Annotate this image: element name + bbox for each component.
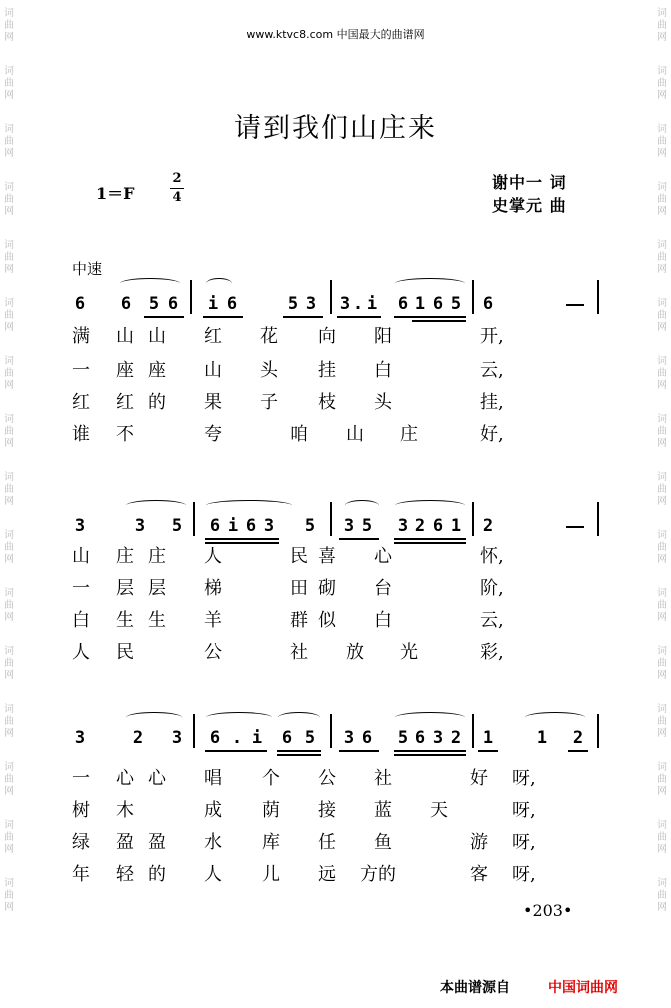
note: 5 xyxy=(304,516,316,536)
lyric-char: 荫 xyxy=(262,800,280,821)
note: i xyxy=(227,516,239,536)
lyric-char: 山 xyxy=(116,326,134,347)
note: 6 xyxy=(209,728,221,748)
watermark-char: 曲 xyxy=(657,252,667,263)
watermark-char: 词 xyxy=(657,182,667,193)
lyric-line-2-1 xyxy=(0,542,671,566)
time-signature xyxy=(170,172,184,205)
lyric-line-3-2 xyxy=(0,796,671,820)
note: 5 xyxy=(361,516,373,536)
lyric-char: 庄 xyxy=(116,546,134,567)
lyric-char: 心 xyxy=(148,768,166,789)
lyric-char: 喜 xyxy=(318,546,336,567)
note: 6 xyxy=(397,294,409,314)
watermark-char: 网 xyxy=(657,90,667,101)
watermark-char: 网 xyxy=(657,148,667,159)
note: 3 xyxy=(74,728,86,748)
watermark-char: 曲 xyxy=(657,890,667,901)
watermark-char: 曲 xyxy=(4,368,14,379)
lyric-char: 盈 xyxy=(148,832,166,853)
lyric-char: 红 xyxy=(204,326,222,347)
watermark-char: 曲 xyxy=(4,774,14,785)
lyric-line-1-1 xyxy=(0,322,671,346)
lyric-char: 怀, xyxy=(480,546,504,567)
note: 6 xyxy=(361,728,373,748)
lyric-char: 库 xyxy=(262,832,280,853)
lyric-char: 梯 xyxy=(204,578,222,599)
note: 5 xyxy=(148,294,160,314)
note: 5 xyxy=(171,516,183,536)
lyric-char: 公 xyxy=(204,642,222,663)
note: 3 xyxy=(343,516,355,536)
watermark-char: 曲 xyxy=(657,310,667,321)
watermark-char: 网 xyxy=(4,844,14,855)
watermark-char: 网 xyxy=(4,554,14,565)
lyric-char: 年 xyxy=(72,864,90,885)
note: 5 xyxy=(397,728,409,748)
watermark-char: 曲 xyxy=(657,136,667,147)
watermark-char: 网 xyxy=(657,902,667,913)
watermark-char: 曲 xyxy=(4,600,14,611)
lyric-char: 社 xyxy=(290,642,308,663)
watermark-char: 词 xyxy=(4,240,14,251)
watermark-char: 词 xyxy=(657,704,667,715)
watermark-char: 网 xyxy=(657,728,667,739)
lyric-char: 开, xyxy=(480,326,504,347)
note: 3 xyxy=(134,516,146,536)
lyric-char: 成 xyxy=(204,800,222,821)
note: 1 xyxy=(414,294,426,314)
watermark-char: 网 xyxy=(657,206,667,217)
lyric-char: 游 xyxy=(470,832,488,853)
watermark-char: 曲 xyxy=(657,542,667,553)
note: i xyxy=(366,294,378,314)
note: 1 xyxy=(482,728,494,748)
note: 1 xyxy=(450,516,462,536)
watermark-char: 曲 xyxy=(4,542,14,553)
note: 3 xyxy=(74,516,86,536)
source-site-link[interactable]: 中国词曲网 xyxy=(548,980,618,996)
note: 6 xyxy=(281,728,293,748)
watermark-char: 词 xyxy=(657,8,667,19)
lyric-char: 好 xyxy=(470,768,488,789)
watermark-char: 网 xyxy=(4,902,14,913)
watermark-char: 曲 xyxy=(657,426,667,437)
lyric-char: 社 xyxy=(374,768,392,789)
note: 3 xyxy=(305,294,317,314)
lyric-char: 不 xyxy=(116,424,134,445)
lyric-char: 的 xyxy=(148,392,166,413)
lyric-char: 白 xyxy=(374,610,392,631)
watermark-char: 网 xyxy=(4,32,14,43)
lyric-char: 谁 xyxy=(72,424,90,445)
lyric-char: 生 xyxy=(148,610,166,631)
watermark-char: 词 xyxy=(657,762,667,773)
lyric-char: 夸 xyxy=(204,424,222,445)
watermark-char: 词 xyxy=(4,530,14,541)
lyric-char: 红 xyxy=(72,392,90,413)
watermark-char: 曲 xyxy=(4,890,14,901)
lyric-char: 客 xyxy=(470,864,488,885)
lyric-char: 头 xyxy=(374,392,392,413)
lyric-char: 一 xyxy=(72,768,90,789)
lyric-line-2-4 xyxy=(0,638,671,662)
time-sig-top: 2 xyxy=(172,171,182,186)
watermark-char: 词 xyxy=(657,414,667,425)
lyric-char: 云, xyxy=(480,360,504,381)
watermark-char: 网 xyxy=(657,670,667,681)
lyricist-credit: 谢中一 词 xyxy=(492,173,567,192)
note: 5 xyxy=(304,728,316,748)
watermark-char: 网 xyxy=(4,264,14,275)
lyric-char: 呀, xyxy=(512,832,536,853)
watermark-char: 词 xyxy=(657,240,667,251)
lyric-char: 心 xyxy=(116,768,134,789)
watermark-char: 网 xyxy=(657,264,667,275)
note: 5 xyxy=(287,294,299,314)
lyric-char: 唱 xyxy=(204,768,222,789)
note: 6 xyxy=(432,294,444,314)
lyric-char: 一 xyxy=(72,360,90,381)
notation-line-3 xyxy=(60,706,620,756)
watermark-char: 词 xyxy=(657,472,667,483)
song-title: 请到我们山庄来 xyxy=(234,113,437,144)
composer-credit: 史掌元 曲 xyxy=(492,196,567,215)
lyric-char: 水 xyxy=(204,832,222,853)
watermark-char: 词 xyxy=(4,646,14,657)
lyric-char: 子 xyxy=(260,392,278,413)
note: 3 xyxy=(339,294,351,314)
lyric-char: 白 xyxy=(72,610,90,631)
lyric-char: 好, xyxy=(480,424,504,445)
lyric-char: 公 xyxy=(318,768,336,789)
note: 2 xyxy=(132,728,144,748)
note: 6 xyxy=(432,516,444,536)
site-line: www.ktvc8.com 中国最大的曲谱网 xyxy=(246,28,425,41)
watermark-char: 网 xyxy=(657,844,667,855)
lyric-char: 枝 xyxy=(318,392,336,413)
watermark-char: 词 xyxy=(657,820,667,831)
watermark-char: 网 xyxy=(4,670,14,681)
watermark-char: 网 xyxy=(4,438,14,449)
lyric-char: 挂 xyxy=(318,360,336,381)
watermark-char: 曲 xyxy=(4,716,14,727)
note: 2 xyxy=(572,728,584,748)
lyric-char: 咱 xyxy=(290,424,308,445)
lyric-char: 一 xyxy=(72,578,90,599)
watermark-char: 词 xyxy=(4,124,14,135)
lyric-char: 盈 xyxy=(116,832,134,853)
watermark-char: 曲 xyxy=(657,600,667,611)
lyric-char: 座 xyxy=(148,360,166,381)
note: 6 xyxy=(226,294,238,314)
watermark-char: 网 xyxy=(657,496,667,507)
lyric-char: 民 xyxy=(116,642,134,663)
lyric-char: 挂, xyxy=(480,392,504,413)
watermark-char: 曲 xyxy=(657,78,667,89)
lyric-char: 心 xyxy=(374,546,392,567)
lyric-char: 民 xyxy=(290,546,308,567)
lyric-line-2-2 xyxy=(0,574,671,598)
watermark-char: 词 xyxy=(4,182,14,193)
note: 3 xyxy=(432,728,444,748)
note: 3 xyxy=(397,516,409,536)
tempo-marking: 中速 xyxy=(72,260,103,278)
lyric-char: 木 xyxy=(116,800,134,821)
lyric-char: 呀, xyxy=(512,800,536,821)
watermark-char: 词 xyxy=(657,588,667,599)
lyric-char: 天 xyxy=(430,800,448,821)
lyric-char: 头 xyxy=(260,360,278,381)
watermark-char: 曲 xyxy=(657,832,667,843)
lyric-char: 云, xyxy=(480,610,504,631)
watermark-char: 曲 xyxy=(657,484,667,495)
lyric-char: 满 xyxy=(72,326,90,347)
watermark-char: 曲 xyxy=(4,426,14,437)
watermark-char: 网 xyxy=(657,554,667,565)
watermark-char: 网 xyxy=(4,612,14,623)
note: . xyxy=(231,728,243,748)
watermark-char: 词 xyxy=(657,124,667,135)
note: 2 xyxy=(482,516,494,536)
watermark-char: 曲 xyxy=(657,368,667,379)
note: 3 xyxy=(343,728,355,748)
lyric-char: 向 xyxy=(318,326,336,347)
watermark-char: 曲 xyxy=(4,484,14,495)
watermark-char: 网 xyxy=(4,206,14,217)
note: 6 xyxy=(120,294,132,314)
watermark-char: 词 xyxy=(4,66,14,77)
lyric-char: 田 xyxy=(290,578,308,599)
note: 6 xyxy=(209,516,221,536)
lyric-line-1-2 xyxy=(0,356,671,380)
lyric-char: 放 xyxy=(346,642,364,663)
note: 6 xyxy=(74,294,86,314)
lyric-char: 生 xyxy=(116,610,134,631)
watermark-char: 曲 xyxy=(657,716,667,727)
lyric-char: 阳 xyxy=(374,326,392,347)
lyric-line-3-1 xyxy=(0,764,671,788)
lyric-char: 人 xyxy=(72,642,90,663)
notation-line-1 xyxy=(60,272,620,322)
lyric-char: 山 xyxy=(148,326,166,347)
time-sig-bottom: 4 xyxy=(172,190,182,205)
lyric-char: 鱼 xyxy=(374,832,392,853)
watermark-char: 网 xyxy=(4,728,14,739)
watermark-char: 曲 xyxy=(657,774,667,785)
lyric-char: 砌 xyxy=(318,578,336,599)
watermark-char: 网 xyxy=(657,380,667,391)
lyric-char: 呀, xyxy=(512,864,536,885)
note: i xyxy=(251,728,263,748)
lyric-char: 山 xyxy=(346,424,364,445)
lyric-line-3-3 xyxy=(0,828,671,852)
lyric-char: 光 xyxy=(400,642,418,663)
watermark-char: 词 xyxy=(4,704,14,715)
watermark-char: 曲 xyxy=(4,194,14,205)
watermark-char: 曲 xyxy=(657,194,667,205)
watermark-char: 词 xyxy=(657,356,667,367)
watermark-char: 曲 xyxy=(657,658,667,669)
lyric-char: 彩, xyxy=(480,642,504,663)
lyric-char: 羊 xyxy=(204,610,222,631)
watermark-char: 网 xyxy=(657,438,667,449)
lyric-char: 的 xyxy=(148,864,166,885)
lyric-char: 红 xyxy=(116,392,134,413)
watermark-char: 网 xyxy=(657,32,667,43)
lyric-char: 座 xyxy=(116,360,134,381)
watermark-char: 词 xyxy=(657,66,667,77)
lyric-char: 远 xyxy=(318,864,336,885)
watermark-char: 曲 xyxy=(657,20,667,31)
lyric-line-2-3 xyxy=(0,606,671,630)
lyric-char: 接 xyxy=(318,800,336,821)
watermark-char: 曲 xyxy=(4,136,14,147)
lyric-char: 人 xyxy=(204,864,222,885)
lyric-char: 层 xyxy=(148,578,166,599)
lyric-line-1-3 xyxy=(0,388,671,412)
lyric-char: 儿 xyxy=(262,864,280,885)
page-number: •203• xyxy=(523,901,573,920)
note: 6 xyxy=(167,294,179,314)
lyric-char: 山 xyxy=(72,546,90,567)
lyric-char: 庄 xyxy=(400,424,418,445)
watermark-char: 网 xyxy=(4,496,14,507)
watermark-char: 网 xyxy=(657,612,667,623)
source-label: 本曲谱源自 xyxy=(440,980,510,996)
watermark-char: 词 xyxy=(4,820,14,831)
lyric-line-3-4 xyxy=(0,860,671,884)
watermark-char: 曲 xyxy=(4,658,14,669)
lyric-char: 似 xyxy=(318,610,336,631)
watermark-char: 曲 xyxy=(4,78,14,89)
lyric-char: 方的 xyxy=(360,864,396,885)
lyric-char: 白 xyxy=(374,360,392,381)
note: 1 xyxy=(536,728,548,748)
lyric-char: 层 xyxy=(116,578,134,599)
note: 2 xyxy=(414,516,426,536)
note: 6 xyxy=(245,516,257,536)
watermark-char: 词 xyxy=(4,356,14,367)
watermark-char: 词 xyxy=(4,414,14,425)
note: 6 xyxy=(414,728,426,748)
watermark-char: 曲 xyxy=(4,20,14,31)
watermark-char: 词 xyxy=(657,298,667,309)
lyric-char: 个 xyxy=(262,768,280,789)
watermark-char: 词 xyxy=(657,646,667,657)
watermark-char: 网 xyxy=(4,786,14,797)
note: i xyxy=(207,294,219,314)
watermark-char: 词 xyxy=(657,530,667,541)
lyric-char: 任 xyxy=(318,832,336,853)
note: . xyxy=(352,294,364,314)
watermark-char: 曲 xyxy=(4,310,14,321)
watermark-char: 词 xyxy=(657,878,667,889)
watermark-char: 网 xyxy=(4,90,14,101)
lyric-char: 台 xyxy=(374,578,392,599)
lyric-char: 群 xyxy=(290,610,308,631)
watermark-char: 网 xyxy=(657,786,667,797)
watermark-char: 网 xyxy=(657,322,667,333)
watermark-char: 词 xyxy=(4,472,14,483)
watermark-char: 词 xyxy=(4,8,14,19)
watermark-char: 曲 xyxy=(4,832,14,843)
lyric-char: 阶, xyxy=(480,578,504,599)
watermark-char: 曲 xyxy=(4,252,14,263)
lyric-char: 果 xyxy=(204,392,222,413)
lyric-char: 花 xyxy=(260,326,278,347)
note: 3 xyxy=(263,516,275,536)
watermark-char: 词 xyxy=(4,762,14,773)
lyric-char: 树 xyxy=(72,800,90,821)
lyric-char: 庄 xyxy=(148,546,166,567)
note: 5 xyxy=(450,294,462,314)
notation-line-2 xyxy=(60,494,620,544)
watermark-char: 网 xyxy=(4,322,14,333)
watermark-char: 词 xyxy=(4,878,14,889)
watermark-char: 词 xyxy=(4,588,14,599)
note: 6 xyxy=(482,294,494,314)
lyric-char: 轻 xyxy=(116,864,134,885)
key-signature: 1＝F xyxy=(96,184,135,203)
watermark-char: 网 xyxy=(4,380,14,391)
watermark-char: 词 xyxy=(4,298,14,309)
lyric-char: 绿 xyxy=(72,832,90,853)
lyric-char: 蓝 xyxy=(374,800,392,821)
note: 2 xyxy=(450,728,462,748)
lyric-char: 山 xyxy=(204,360,222,381)
note: 3 xyxy=(171,728,183,748)
lyric-char: 人 xyxy=(204,546,222,567)
lyric-line-1-4 xyxy=(0,420,671,444)
watermark-char: 网 xyxy=(4,148,14,159)
lyric-char: 呀, xyxy=(512,768,536,789)
